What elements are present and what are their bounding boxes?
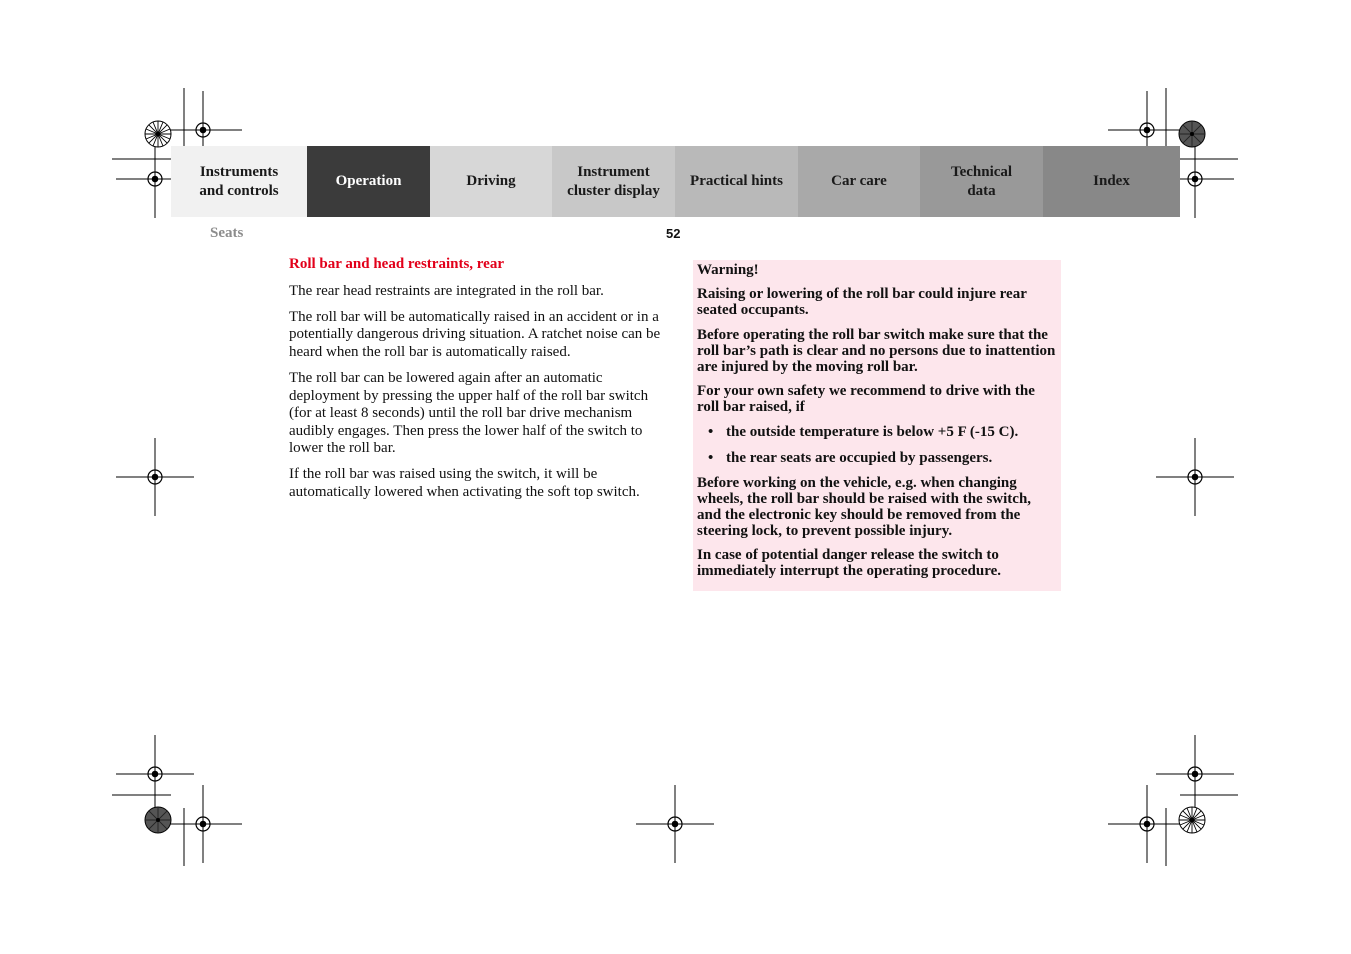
tab-driving[interactable] [430,146,552,217]
bullet-icon: • [708,423,714,440]
warning-box [693,260,1061,591]
tab-label: Technical data [950,163,1013,199]
tab-operation[interactable] [307,146,430,217]
warning-bullet-list [697,424,1057,467]
bullet-text: the outside temperature is below +5 F (-15 C). [726,423,1019,440]
tab-label: Operation [335,173,402,189]
chapter-tabs [171,146,1180,217]
tab-label: Instruments and controls [199,163,279,199]
paragraph: If the roll bar was raised using the switch, it will be automatically lowered when activating the soft top switch. [289,466,640,501]
paragraph: The roll bar can be lowered again after an automatic deployment by pressing the upper half of the roll bar switch (for at least 8 seconds) until the roll bar drive mechanism audibly engages. Then press the lower half of the switch to lower the roll bar. [289,369,649,457]
section-heading: Roll bar and head restraints, rear [289,256,505,272]
tab-car-care[interactable] [798,146,920,217]
tab-instruments-and-controls[interactable] [171,146,307,217]
warning-paragraph: Before working on the vehicle, e.g. when changing wheels, the roll bar should be raised with the switch, and the electronic key should be removed from the steering lock, to prevent possible injury. [697,474,1032,539]
tab-instrument-cluster-display[interactable] [552,146,675,217]
warning-title: Warning! [697,262,759,278]
main-text-column [289,256,661,510]
tab-label: Car care [831,173,887,189]
list-item [697,450,1057,466]
tab-technical-data[interactable] [920,146,1043,217]
tab-label: Driving [466,173,516,189]
tab-label: Index [1093,173,1130,189]
warning-paragraph: Before operating the roll bar switch make sure that the roll bar’s path is clear and no persons due to inattention are injured by the moving roll bar. [697,326,1056,375]
warning-paragraph: For your own safety we recommend to drive with the roll bar raised, if [697,383,1035,415]
tab-label: Practical hints [690,173,783,189]
page-number: 52 [666,226,681,241]
bullet-icon: • [708,450,714,466]
tab-index[interactable] [1043,146,1180,217]
list-item [697,424,1057,440]
section-title: Seats [210,225,244,241]
paragraph: The rear head restraints are integrated in the roll bar. [289,282,604,299]
paragraph: The roll bar will be automatically raised in an accident or in a potentially dangerous driving situation. A ratchet noise can be heard when the roll bar is automatically raised. [289,308,661,360]
bullet-text: the rear seats are occupied by passengers. [726,450,993,466]
warning-paragraph: Raising or lowering of the roll bar could injure rear seated occupants. [697,286,1027,318]
tab-practical-hints[interactable] [675,146,798,217]
tab-label: Instrument cluster display [567,163,660,199]
warning-paragraph: In case of potential danger release the switch to immediately interrupt the operating procedure. [697,547,1001,579]
